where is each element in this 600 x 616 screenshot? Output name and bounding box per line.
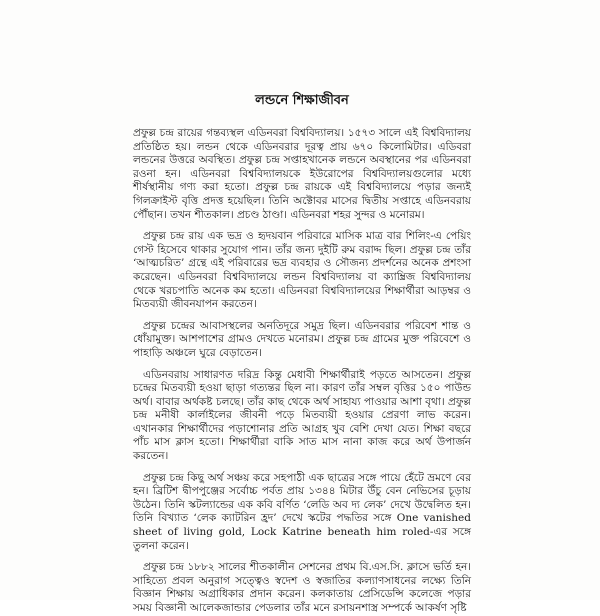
paragraph: প্রফুল্ল চন্দ্র রায়ের গন্তব্যস্থল এডিনবরা বিশ্ববিদ্যালয়। ১৫৭৩ সালে এই বিশ্ববিদ্যালয় প্রতিষ্ঠিত হয়। লন্ডন থেকে এডিনবরার দূরত্ব প্রায় ৬৭০ কিলোমিটার। এডিবরা লন্ডনের উত্তরে অবস্থিত। প্রফুল্ল চন্দ্র সপ্তাহখানেক লন্ডনে অবস্থানের পর এডিনবরা রওনা হন। এডিনবরা বিশ্ববিদ্যালয়কে ইউরোপের বিশ্ববিদ্যালয়গুলোর মধ্যে শীর্ষস্থানীয় গণ্য করা হতো। প্রফুল্ল চন্দ্র রায়কে এই বিশ্ববিদ্যালয়ে পড়ার জন্যই গিলক্রাইস্ট বৃত্তি প্রদত্ত হয়েছিল। তিনি অক্টোবর মাসের দ্বিতীয় সপ্তাহে এডিনবরায় পৌঁছান। তখন শীতকাল। প্রচণ্ড ঠাণ্ডা। এডিনবরা শহর সুন্দর ও মনোরম। bbox=[133, 127, 471, 221]
paragraph: এডিনবরায় সাধারণত দরিদ্র কিন্তু মেধাবী শিক্ষার্থীরাই পড়তে আসতেন। প্রফুল্ল চন্দ্রের মিতব্যয়ী হওয়া ছাড়া গত্যন্তর ছিল না। কারণ তাঁর সম্বল বৃত্তির ১৫০ পাউন্ড অর্থ। বাবার অর্থকষ্ট চলছে। তাঁর কাছ থেকে অর্থ সাহায্য পাওয়ার আশা বৃথা। প্রফুল্ল চন্দ্র মনীষী কার্লাইলের জীবনী পড়ে মিতব্যয়ী হওয়ার প্রেরণা লাভ করেন। এখানকার শিক্ষার্থীদের পড়াশোনার প্রতি আগ্রহ খুব বেশি দেখা যেত। শিক্ষা বছরে পাঁচ মাস ক্লাস হতো। শিক্ষার্থীরা বাকি সাত মাস নানা কাজ করে অর্থ উপার্জন করতেন। bbox=[133, 368, 471, 463]
page-body bbox=[133, 92, 471, 614]
paragraph: প্রফুল্ল চন্দ্রের আবাসস্থলের অনতিদূরে সমুদ্র ছিল। এডিনবরার পরিবেশ শান্ত ও ধোঁয়ামুক্ত। আশপাশের গ্রামও দেখতে মনোরম। প্রফুল্ল চন্দ্র গ্রামের মুক্ত পরিবেশে ও পাহাড়ি অঞ্চলে ঘুরে বেড়াতেন। bbox=[133, 319, 471, 359]
paragraph: প্রফুল্ল চন্দ্র কিছু অর্থ সঞ্চয় করে সহপাঠী এক ছাত্রের সঙ্গে পায়ে হেঁটে ভ্রমণে বের হন। ব্রিটিশ দ্বীপপুঞ্জের সর্বোচ্চ পর্বত প্রায় ১৩৪৪ মিটার উঁচু বেন নেভিসের চূড়ায় উঠেন। তিনি স্কটল্যান্ডের এক কবি বর্ণিত ‘লেডি অব দ্য লেক’ দেখে উদ্বেলিত হন। তিনি বিখ্যাত ‘লেক ক্যাটরিন হ্রদ’ দেখে স্কটের পদ্ধতির সঙ্গে One vanished sheet of living gold, Lock Katrine beneath him roled-এর সঙ্গে তুলনা করেন। bbox=[133, 471, 471, 552]
paragraph: প্রফুল্ল চন্দ্র ১৮৮২ সালের শীতকালীন সেশনের প্রথম বি.এস.সি. ক্লাসে ভর্তি হন। সাহিত্যে প্রবল অনুরাগ সত্ত্বেও স্বদেশ ও স্বজাতির কল্যাণসাধনের লক্ষ্যে তিনি বিজ্ঞান শিক্ষায় অগ্রাধিকার প্রদান করেন। কলকাতায় প্রেসিডেন্সি কলেজে পড়ার সময় বিজ্ঞানী আলেকজান্ডার পেডলার তাঁর মনে রসায়নশাস্ত্র সম্পর্কে আকর্ষণ সৃষ্টি bbox=[133, 561, 471, 614]
page-title: লন্ডনে শিক্ষাজীবন bbox=[255, 93, 349, 108]
paragraph: প্রফুল্ল চন্দ্র রায় এক ভদ্র ও হৃদয়বান পরিবারে মাসিক মাত্র বার শিলিং-এ পেয়িং গেস্ট হিসেবে থাকার সুযোগ পান। তাঁর জন্য দুইটি রুম বরাদ্দ ছিল। প্রফুল্ল চন্দ্র তাঁর ‘আত্মচরিত’ গ্রন্থে এই পরিবারের ভদ্র ব্যবহার ও সৌজন্য প্রদর্শনের অনেক প্রশংসা করেছেন। এডিনবরা বিশ্ববিদ্যালয়ে লন্ডন বিশ্ববিদ্যালয় বা ক্যাম্ব্রিজ বিশ্ববিদ্যালয় থেকে খরচপাতি অনেক কম হতো। এডিনবরা বিশ্ববিদ্যালয়ের শিক্ষার্থীরা আড়ম্বর ও মিতব্যয়ী জীবনযাপন করতেন। bbox=[133, 230, 471, 311]
